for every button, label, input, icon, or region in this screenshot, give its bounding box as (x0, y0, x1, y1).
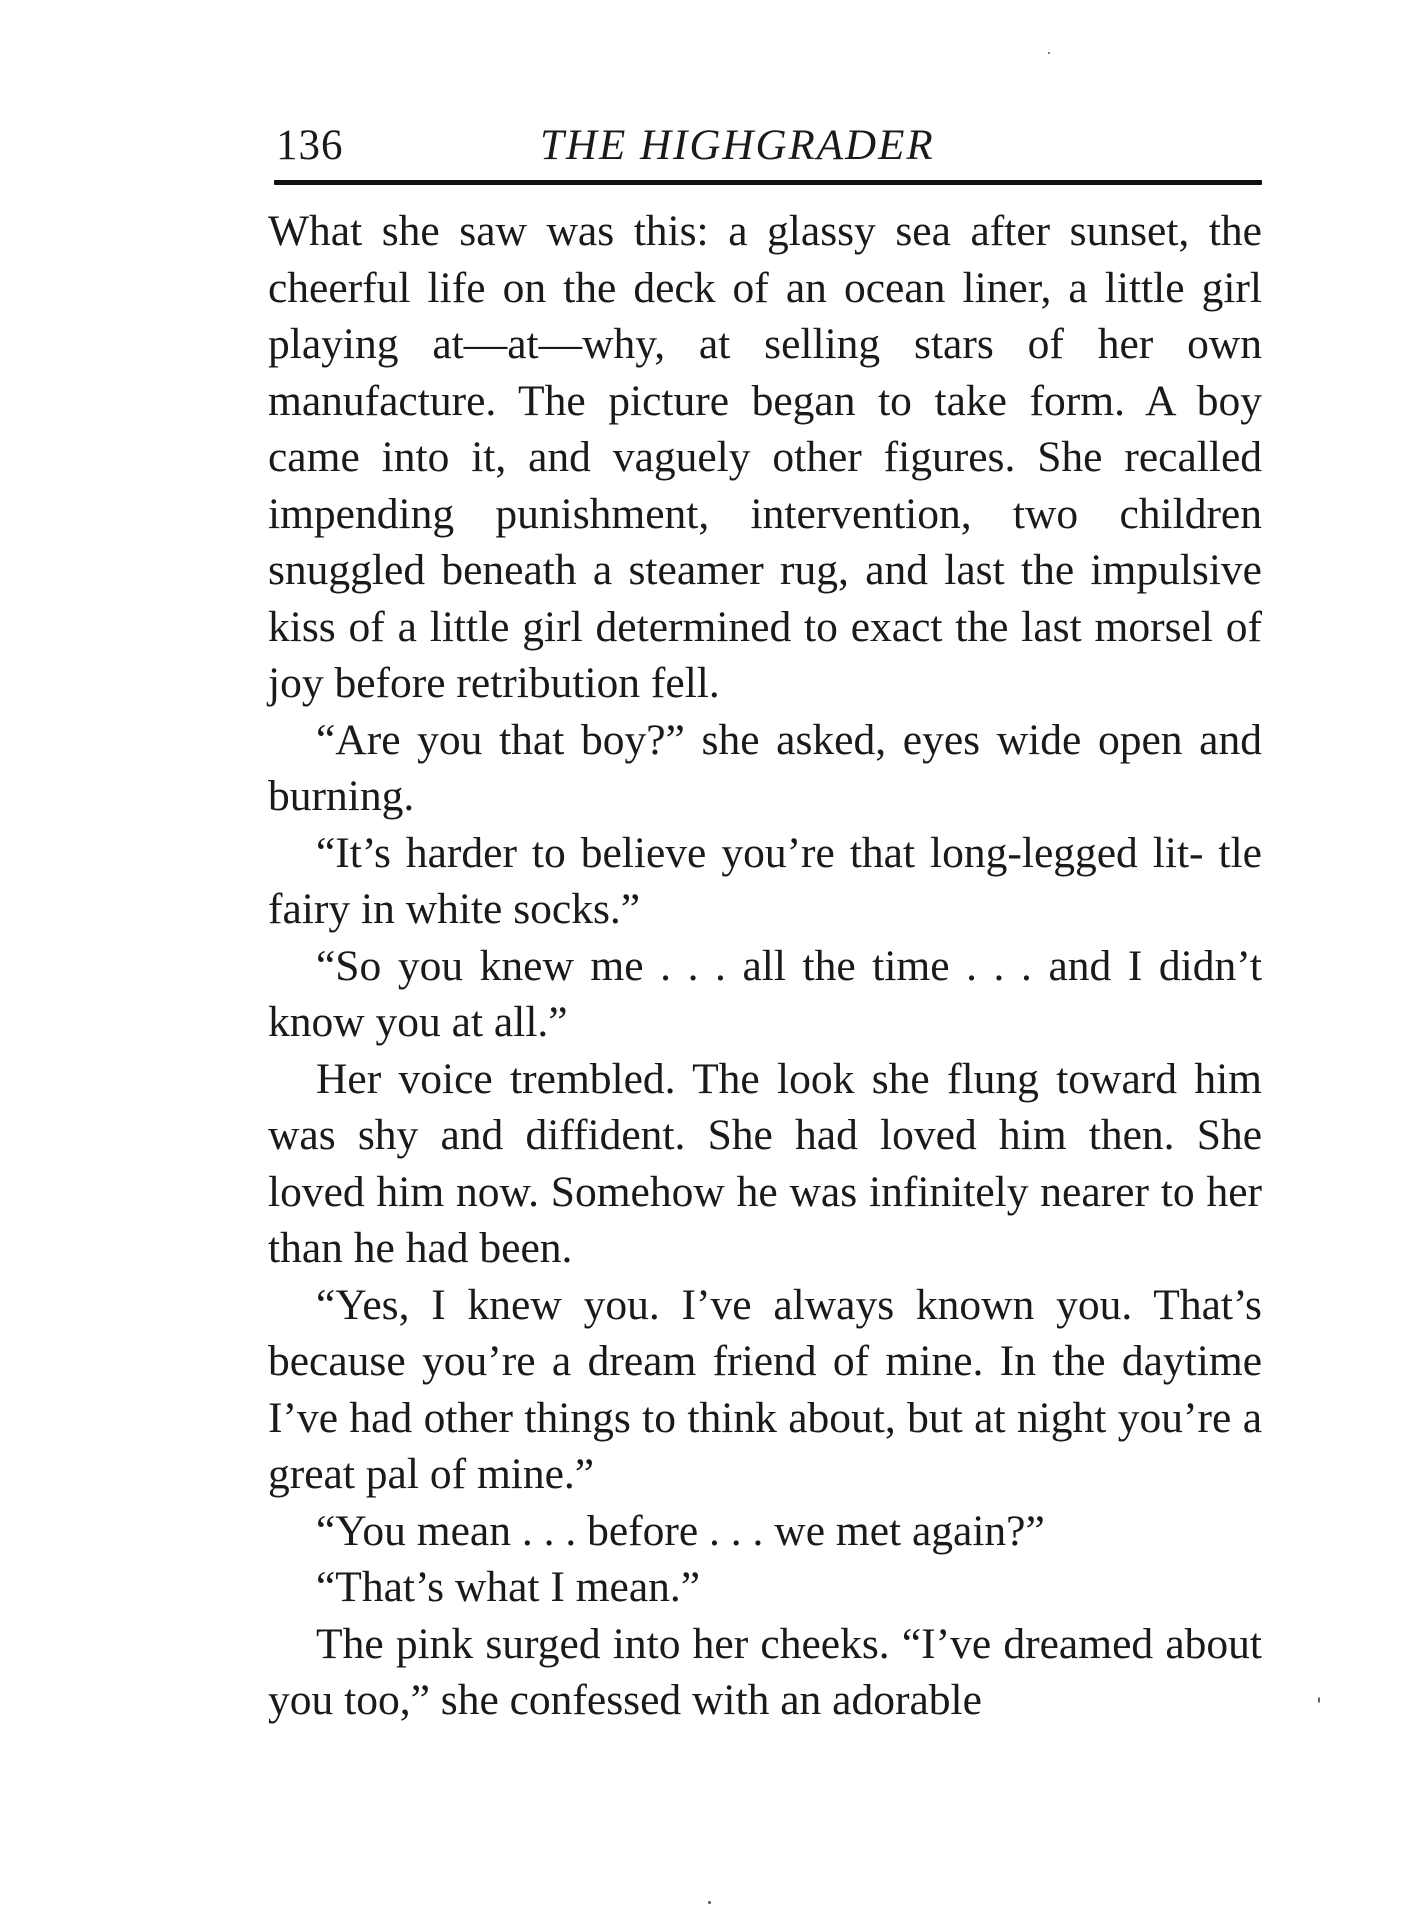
scan-speck (1318, 1697, 1320, 1703)
page-header (268, 118, 1262, 174)
paragraph: “You mean . . . before . . . we met again?” (316, 1506, 1045, 1555)
scan-speck (708, 1901, 711, 1904)
body-text (268, 203, 1262, 1729)
paragraph: “Are you that boy?” she asked, eyes wide open and burning. (268, 715, 1262, 820)
header-rule (274, 180, 1262, 185)
page-number: 136 (276, 122, 344, 169)
paragraph: “That’s what I mean.” (316, 1563, 701, 1611)
running-title: THE HIGHGRADER (540, 122, 935, 169)
paragraph: The pink surged into her cheeks. “I’ve dreamed about you too,” she confessed with an adorable (268, 1619, 1262, 1724)
paragraph: “So you knew me . . . all the time . . . and I didn’t know you at all.” (268, 941, 1262, 1046)
scan-speck (1048, 52, 1050, 54)
paragraph: Her voice trembled. The look she flung toward him was shy and diffident. She had loved him then. She loved him now. Somehow he was infinitely nearer to her than he had been. (268, 1054, 1262, 1272)
paragraph: “Yes, I knew you. I’ve always known you. That’s because you’re a dream friend of mine. In the daytime I’ve had other things to think about, but at night you’re a great pal of mine.” (268, 1280, 1262, 1498)
paragraph: What she saw was this: a glassy sea after sunset, the cheerful life on the deck of an ocean liner, a little girl playing at—at—why, at selling stars of her own manufacture. The picture began to take form. A boy came into it, and vaguely other figures. She recalled impending punishment, intervention, two children snuggled beneath a steamer rug, and last the impulsive kiss of a little girl determined to exact the last morsel of joy before retribution fell. (268, 207, 1262, 707)
paragraph: “It’s harder to believe you’re that long-legged lit- tle fairy in white socks.” (268, 828, 1262, 933)
